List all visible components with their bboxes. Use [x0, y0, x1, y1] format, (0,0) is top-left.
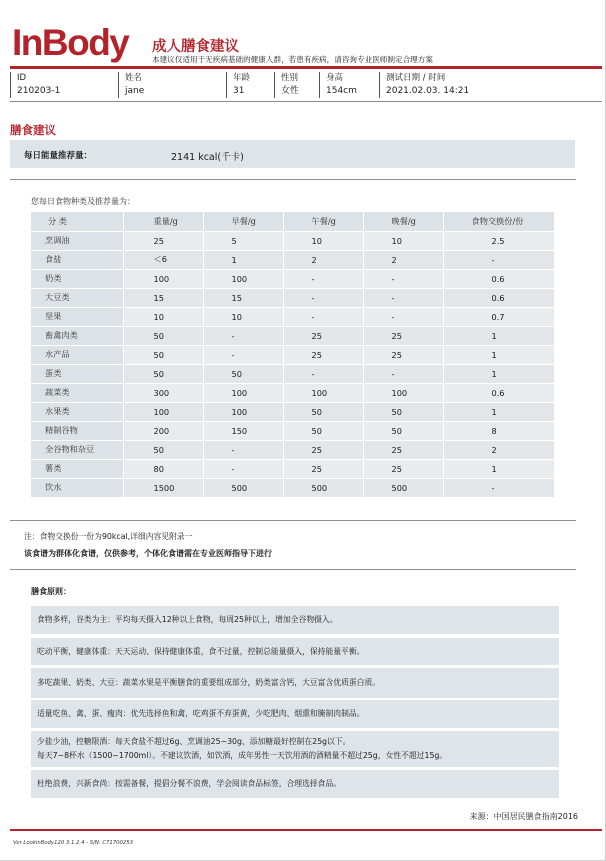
header-divider: [10, 66, 602, 69]
table-cell: -: [283, 307, 363, 326]
table-cell: 100: [203, 383, 283, 402]
table-cell: 100: [203, 402, 283, 421]
food-category: 全谷物和杂豆: [31, 440, 123, 459]
height-value: 154cm: [326, 86, 357, 96]
table-cell: 25: [363, 345, 443, 364]
patient-info-bar: [10, 72, 602, 102]
col-header: 晚餐/g: [363, 212, 443, 231]
table-intro: 您每日食物种类及推荐量为：: [31, 197, 135, 206]
principle-item: [31, 606, 559, 634]
principles-title: 膳食原则：: [31, 587, 71, 596]
date-label: 测试日期 / 时间: [386, 73, 446, 83]
table-row: [31, 478, 554, 497]
table-row: [31, 326, 554, 345]
food-category: 水果类: [31, 402, 123, 421]
food-category: 饮水: [31, 478, 123, 497]
table-cell: 100: [283, 383, 363, 402]
table-cell: 1: [443, 459, 554, 478]
age-value: 31: [233, 86, 245, 96]
table-row: [31, 307, 554, 326]
table-cell: 2.5: [443, 231, 554, 250]
col-header: 分 类: [31, 212, 123, 231]
food-category: 畜禽肉类: [31, 326, 123, 345]
table-cell: -: [363, 364, 443, 383]
report-title: 成人膳食建议: [152, 39, 239, 55]
energy-label: 每日能量推荐量：: [24, 151, 93, 161]
table-cell: ＜6: [123, 250, 203, 269]
table-row: [31, 440, 554, 459]
food-category: 蔬菜类: [31, 383, 123, 402]
table-cell: 25: [363, 326, 443, 345]
table-cell: 300: [123, 383, 203, 402]
principle-text: 适量吃鱼、禽、蛋、瘦肉：优先选择鱼和禽，吃鸡蛋不弃蛋黄，少吃肥肉、烟熏和腌制肉制品。: [37, 709, 365, 718]
table-cell: 100: [123, 402, 203, 421]
table-cell: 0.6: [443, 269, 554, 288]
table-row: [31, 345, 554, 364]
table-row: [31, 250, 554, 269]
table-cell: 50: [203, 364, 283, 383]
table-cell: 15: [203, 288, 283, 307]
principle-item: [31, 668, 559, 698]
table-row: [31, 402, 554, 421]
table-cell: 50: [283, 421, 363, 440]
name-label: 姓名: [125, 73, 143, 83]
sex-label: 性别: [281, 73, 299, 83]
food-category: 奶类: [31, 269, 123, 288]
info-height: [319, 72, 379, 98]
table-row: [31, 421, 554, 440]
table-cell: 1: [443, 402, 554, 421]
food-category: 食盐: [31, 250, 123, 269]
table-cell: 50: [123, 364, 203, 383]
table-cell: 1: [443, 326, 554, 345]
table-cell: 25: [363, 459, 443, 478]
table-cell: 1: [443, 364, 554, 383]
info-date: [379, 72, 519, 98]
table-cell: -: [363, 307, 443, 326]
table-row: [31, 269, 554, 288]
report-subtitle: 本建议仅适用于无疾病基础的健康人群，若患有疾病，请咨询专业医师制定合理方案: [152, 55, 433, 64]
table-cell: -: [443, 250, 554, 269]
food-category: 坚果: [31, 307, 123, 326]
table-cell: 1: [443, 345, 554, 364]
table-cell: 2: [443, 440, 554, 459]
table-cell: 50: [283, 402, 363, 421]
table-cell: 500: [283, 478, 363, 497]
footer-divider: [10, 829, 602, 831]
id-value: 210203-1: [17, 86, 61, 96]
table-cell: 25: [363, 440, 443, 459]
table-cell: -: [363, 288, 443, 307]
table-cell: 200: [123, 421, 203, 440]
table-cell: 100: [123, 269, 203, 288]
table-cell: 100: [203, 269, 283, 288]
table-cell: 50: [363, 402, 443, 421]
version-info: Ver LookinBody120 3.1.2.4 - S/N: C71700253: [13, 840, 133, 846]
date-value: 2021.02.03. 14:21: [386, 86, 470, 96]
height-label: 身高: [326, 73, 344, 83]
table-row: [31, 364, 554, 383]
food-category: 精制谷物: [31, 421, 123, 440]
section-title: 膳食建议: [10, 123, 56, 137]
table-row: [31, 459, 554, 478]
table-cell: 500: [203, 478, 283, 497]
table-cell: -: [363, 269, 443, 288]
principle-item: [31, 770, 559, 798]
table-cell: 0.7: [443, 307, 554, 326]
table-cell: 5: [203, 231, 283, 250]
table-cell: 2: [363, 250, 443, 269]
info-name: [118, 72, 224, 98]
table-row: [31, 288, 554, 307]
col-header: 重量/g: [123, 212, 203, 231]
table-cell: 80: [123, 459, 203, 478]
table-cell: 15: [123, 288, 203, 307]
table-cell: 25: [283, 459, 363, 478]
table-cell: -: [203, 326, 283, 345]
principle-text: 食物多样，谷类为主：平均每天摄入12种以上食物，每周25种以上，增加全谷物摄入。: [37, 615, 338, 624]
table-cell: 150: [203, 421, 283, 440]
food-category: 水产品: [31, 345, 123, 364]
divider: [10, 569, 576, 570]
food-category: 大豆类: [31, 288, 123, 307]
principle-item: [31, 638, 559, 665]
table-cell: 25: [283, 440, 363, 459]
table-cell: 10: [363, 231, 443, 250]
id-label: ID: [17, 73, 27, 83]
table-cell: 50: [363, 421, 443, 440]
principle-text: 每天7~8杯水（1500~1700ml）。不建议饮酒，如饮酒，成年男性一天饮用酒的酒精量不超过25g，女性不超过15g。: [37, 751, 448, 760]
table-cell: 1: [203, 250, 283, 269]
exchange-note: 注：食物交换份一份为90kcal,详细内容见附录一: [24, 532, 193, 541]
table-cell: 10: [203, 307, 283, 326]
table-cell: -: [283, 288, 363, 307]
table-cell: -: [283, 269, 363, 288]
table-cell: 0.6: [443, 383, 554, 402]
table-cell: -: [203, 345, 283, 364]
table-cell: 50: [123, 345, 203, 364]
info-age: [226, 72, 273, 98]
table-cell: 100: [363, 383, 443, 402]
table-cell: -: [443, 478, 554, 497]
table-cell: 25: [283, 345, 363, 364]
col-header: 食物交换份/份: [443, 212, 554, 231]
food-category: 烹调油: [31, 231, 123, 250]
table-cell: 1500: [123, 478, 203, 497]
principle-text: 少盐少油，控糖限酒：每天食盐不超过6g、烹调油25~30g、添加糖最好控制在25g以下。: [37, 737, 351, 746]
table-cell: 50: [123, 326, 203, 345]
info-sex: [274, 72, 320, 98]
col-header: 午餐/g: [283, 212, 363, 231]
table-cell: -: [203, 459, 283, 478]
info-id: [10, 72, 118, 98]
table-cell: 10: [283, 231, 363, 250]
principle-text: 吃动平衡，健康体重：天天运动、保持健康体重，食不过量，控制总能量摄入，保持能量平衡。: [37, 646, 365, 656]
table-row: [31, 383, 554, 402]
sex-value: 女性: [281, 86, 300, 96]
principle-text: 杜绝浪费，兴新食尚：按需备餐，提倡分餐不浪费，学会阅读食品标签，合理选择食品。: [37, 779, 342, 788]
divider: [10, 179, 576, 180]
table-cell: 25: [123, 231, 203, 250]
food-category: 蛋类: [31, 364, 123, 383]
table-cell: 8: [443, 421, 554, 440]
energy-box: [10, 140, 575, 168]
table-row: [31, 231, 554, 250]
table-cell: 500: [363, 478, 443, 497]
food-category: 薯类: [31, 459, 123, 478]
name-value: jane: [125, 86, 145, 96]
energy-value: 2141 kcal(千卡): [171, 152, 244, 163]
table-cell: 10: [123, 307, 203, 326]
table-cell: 50: [123, 440, 203, 459]
table-cell: 0.6: [443, 288, 554, 307]
divider: [10, 520, 576, 521]
table-header-row: [31, 212, 554, 231]
principle-text: 多吃蔬果、奶类、大豆：蔬菜水果是平衡膳食的重要组成部分，奶类富含钙，大豆富含优质蛋白质。: [37, 678, 381, 687]
table-cell: -: [283, 364, 363, 383]
principle-item: [31, 700, 559, 728]
source-citation: 来源：中国居民膳食指南2016: [469, 812, 578, 821]
principle-item: [31, 731, 559, 767]
disclaimer-note: 该食谱为群体化食谱，仅供参考，个体化食谱需在专业医师指导下进行: [24, 549, 272, 558]
table-cell: 25: [283, 326, 363, 345]
table-cell: 2: [283, 250, 363, 269]
inbody-logo: InBody: [12, 22, 129, 63]
age-label: 年龄: [233, 73, 251, 83]
food-table: [31, 212, 555, 497]
col-header: 早餐/g: [203, 212, 283, 231]
table-cell: -: [203, 440, 283, 459]
